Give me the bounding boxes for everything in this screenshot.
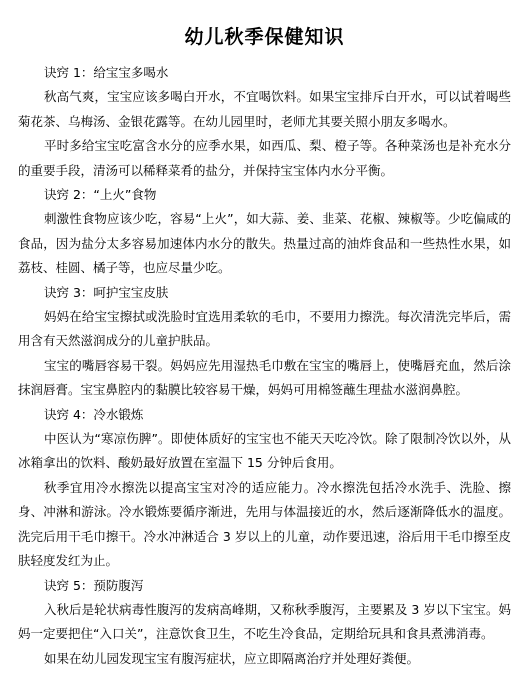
document-title: 幼儿秋季保健知识 (184, 26, 345, 48)
paragraph: 妈妈在给宝宝擦拭或洗脸时宜选用柔软的毛巾，不要用力擦洗。每次清洗完毕后，需用含有天然滋润成分的儿童护肤品。 (18, 308, 511, 348)
paragraph: 秋高气爽，宝宝应该多喝白开水，不宜喝饮料。如果宝宝排斥白开水，可以试着喝些菊花茶、乌梅汤、金银花露等。在幼儿园里时，老师尤其要关照小朋友多喝水。 (18, 89, 511, 129)
paragraph: 秋季宜用冷水擦洗以提高宝宝对冷的适应能力。冷水擦洗包括冷水洗手、洗脸、擦身、冲淋和游泳。冷水锻炼要循序渐进，先用与体温接近的水，然后逐渐降低水的温度。洗完后用干毛巾擦干。冷水冲淋适合 3 岁以上的儿童，动作要迅速，浴后用干毛巾擦至皮肤轻度发红为止。 (18, 479, 511, 568)
section-2 (18, 183, 511, 281)
section-heading: 诀窍 1：给宝宝多喝水 (44, 65, 169, 80)
paragraph: 平时多给宝宝吃富含水分的应季水果，如西瓜、梨、橙子等。各种菜汤也是补充水分的重要手段，清汤可以稀释菜肴的盐分，并保持宝宝体内水分平衡。 (18, 138, 511, 178)
paragraph: 中医认为“寒凉伤脾”。即使体质好的宝宝也不能天天吃冷饮。除了限制冷饮以外，从冰箱拿出的饮料、酸奶最好放置在室温下 15 分钟后食用。 (18, 430, 511, 470)
section-heading: 诀窍 5：预防腹泻 (44, 577, 144, 593)
paragraph: 宝宝的嘴唇容易干裂。妈妈应先用湿热毛巾敷在宝宝的嘴唇上，使嘴唇充血，然后涂抹润唇膏。宝宝鼻腔内的黏膜比较容易干燥，妈妈可用棉签蘸生理盐水滋润鼻腔。 (18, 357, 511, 397)
paragraph: 入秋后是轮状病毒性腹泻的发病高峰期，又称秋季腹泻，主要累及 3 岁以下宝宝。妈妈一定要把住“入口关”，注意饮食卫生，不吃生冷食品，定期给玩具和食具煮沸消毒。 (18, 601, 511, 641)
section-4 (18, 403, 511, 574)
section-3 (18, 281, 511, 403)
section-heading: 诀窍 2：“上火”食物 (44, 187, 157, 202)
section-heading: 诀窍 4：冷水锻炼 (44, 406, 144, 422)
section-1 (18, 61, 511, 183)
section-heading: 诀窍 3：呵护宝宝皮肤 (44, 284, 169, 300)
paragraph: 刺激性食物应该少吃，容易“上火”，如大蒜、姜、韭菜、花椒、辣椒等。少吃偏咸的食品，因为盐分太多容易加速体内水分的散失。热量过高的油炸食品和一些热性水果，如荔枝、桂圆、橘子等，也应尽量少吃。 (18, 211, 511, 275)
paragraph: 如果在幼儿园发现宝宝有腹泻症状，应立即隔离治疗并处理好粪便。 (44, 650, 420, 666)
section-5 (18, 574, 511, 672)
